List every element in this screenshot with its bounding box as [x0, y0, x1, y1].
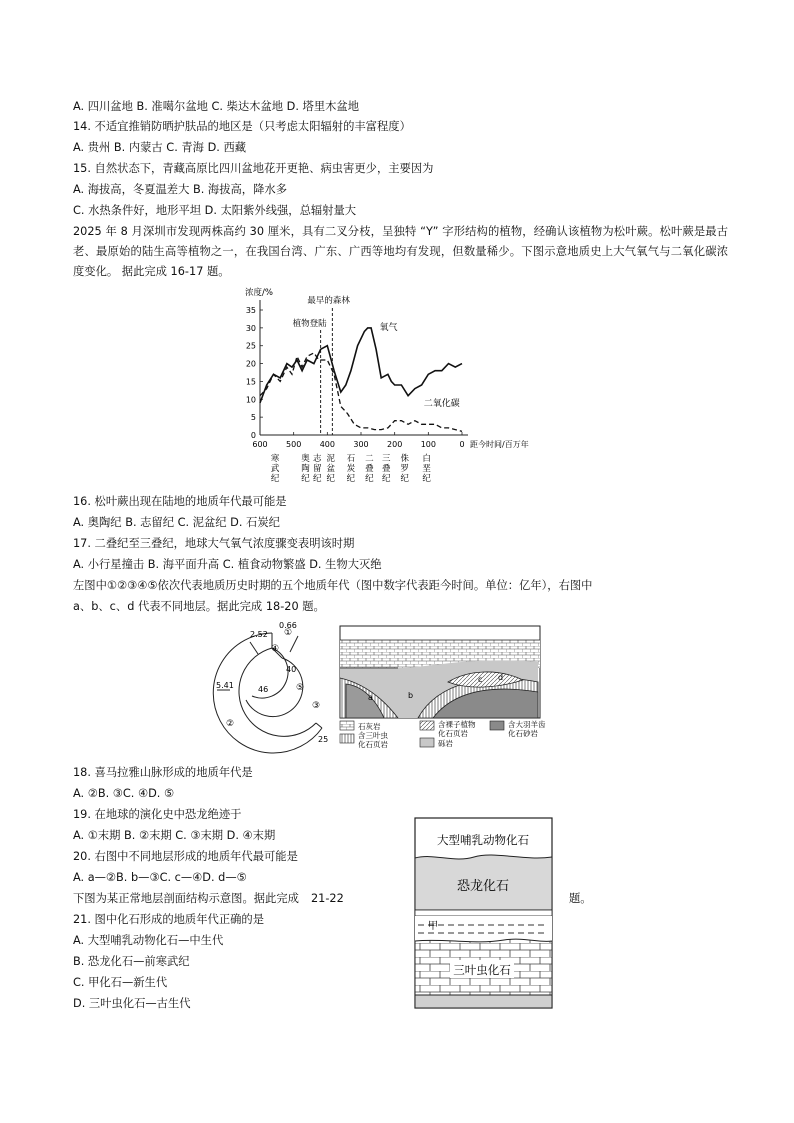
spiral-label-40: 40: [286, 665, 297, 674]
q20-options: A. a—②B. b—③C. c—④D. d—⑤: [73, 871, 247, 884]
legend-trilo-2: 化石页岩: [358, 740, 388, 749]
intro-21-22-number: 21-22: [310, 892, 344, 905]
q21-option-b: B. 恐龙化石—前寒武纪: [73, 955, 190, 968]
y-tick-label: 10: [245, 395, 256, 405]
intro-18-20-line1: 左图中①②③④⑤依次代表地质历史时期的五个地质年代（图中数字代表距今时间。单位：亿年），右图中: [73, 579, 593, 592]
spiral-era-5: ⑤: [296, 683, 305, 693]
x-tick-label: 300: [353, 440, 369, 449]
period-label: 三叠纪: [381, 454, 391, 484]
intro-21-22: [73, 891, 344, 907]
legend-gymno-2: 化石页岩: [438, 729, 468, 738]
legend-ram-swatch: [490, 721, 504, 730]
co2-line: [260, 353, 462, 432]
q13-options: A. 四川盆地 B. 准噶尔盆地 C. 柴达木盆地 D. 塔里木盆地: [73, 100, 360, 113]
period-label: 白垩纪: [422, 454, 431, 484]
period-label: 二叠纪: [365, 454, 374, 484]
y-tick-label: 35: [245, 306, 256, 315]
q14-options: A. 贵州 B. 内蒙古 C. 青海 D. 西藏: [73, 141, 247, 154]
q15-options-1: A. 海拔高，冬夏温差大 B. 海拔高，降水多: [73, 183, 287, 196]
oxygen-line: [260, 328, 462, 403]
x-tick-label: 600: [252, 440, 268, 449]
spiral-label-541: 5.41: [216, 681, 234, 690]
period-label: 奥陶纪: [301, 454, 310, 484]
y-tick-label: 20: [245, 359, 256, 369]
spiral-label-25: 25: [318, 735, 329, 744]
y-tick-label: 0: [250, 431, 256, 440]
q14-stem: 14. 不适宜推销防晒护肤品的地区是（只考虑太阳辐射的丰富程度）: [73, 120, 411, 133]
q21-option-a: A. 大型哺乳动物化石—中生代: [73, 934, 224, 947]
spiral-era-2: ②: [226, 719, 235, 729]
q21-option-d: D. 三叶虫化石—古生代: [73, 997, 191, 1010]
q17-stem: 17. 二叠纪至三叠纪，地球大气氧气浓度骤变表明该时期: [73, 537, 355, 550]
x-tick-label: 200: [387, 440, 403, 449]
legend-gymno-swatch: [420, 721, 434, 730]
passage-16-17: 2025 年 8 月深圳市发现两株高约 30 厘米，具有二叉分枝，呈独特 “Y” 字形结构的植物，经确认该植物为松叶蕨。松叶蕨是最古老、最原始的陆生高等植物之一，在我国台湾、广东、广西等地均有发现，但数量稀少。下图示意地质史上大气氧气与二氧化碳浓度变化。 据此完成 16-17 题。: [73, 225, 728, 278]
q18-stem: 18. 喜马拉雅山脉形成的地质年代是: [73, 766, 253, 779]
oxygen-label: 氧气: [379, 322, 398, 333]
intro-18-20-line2: a、b、c、d 代表不同地层。据此完成 18-20 题。: [73, 600, 325, 613]
spiral-era-3: ③: [312, 701, 321, 711]
period-label: 寒武纪: [270, 454, 280, 484]
spiral-label-066: 0.66: [279, 621, 297, 630]
gas-concentration-chart: [240, 285, 560, 490]
x-tick-label: 400: [319, 440, 335, 449]
q16-options: A. 奥陶纪 B. 志留纪 C. 泥盆纪 D. 石炭纪: [73, 516, 280, 529]
legend-conglomerate-swatch: [420, 738, 434, 747]
geologic-time-spiral: [212, 618, 337, 758]
period-label: 石炭纪: [346, 454, 356, 484]
section-dinosaur-fossil: 恐龙化石: [456, 879, 510, 894]
intro-21-22-tail: 题。: [569, 892, 592, 905]
normal-strata-section: [414, 817, 554, 1011]
spiral-label-46: 46: [258, 685, 269, 694]
section-jia-fossil: 甲: [428, 921, 438, 932]
y-tick-label: 25: [245, 341, 256, 351]
x-axis-label: 距今时间/百万年: [470, 440, 529, 449]
q15-stem: 15. 自然状态下，青藏高原比四川盆地花开更艳、病虫害更少，主要因为: [73, 162, 434, 175]
intro-21-22-text: 下图为某正常地层剖面结构示意图。据此完成: [73, 892, 299, 905]
y-axis-label: 浓度/%: [245, 288, 273, 298]
period-label: 侏罗纪: [400, 454, 410, 484]
q19-stem: 19. 在地球的演化史中恐龙绝迹于: [73, 808, 242, 821]
spiral-era-1: ①: [284, 628, 293, 638]
legend-ram-2: 化石砂岩: [508, 729, 538, 738]
legend-trilo-swatch: [340, 734, 354, 743]
y-tick-label: 15: [245, 377, 256, 387]
period-label: 泥盆纪: [326, 454, 335, 484]
x-tick-label: 0: [459, 440, 465, 449]
q20-stem: 20. 右图中不同地层形成的地质年代最可能是: [73, 850, 298, 863]
q19-options: A. ①末期 B. ②末期 C. ③末期 D. ④末期: [73, 829, 276, 842]
y-tick-label: 5: [250, 413, 256, 423]
section-mammal-fossil: 大型哺乳动物化石: [437, 833, 529, 847]
legend-limestone: 石灰岩: [358, 722, 381, 731]
q15-options-2: C. 水热条件好，地形平坦 D. 太阳紫外线强，总辐射量大: [73, 204, 357, 217]
x-tick-label: 500: [286, 440, 302, 449]
strata-cross-section: [338, 622, 548, 752]
legend-trilo-1: 含三叶虫: [358, 731, 388, 740]
spiral-era-4: ④: [271, 644, 280, 654]
y-tick-label: 30: [245, 323, 256, 333]
legend-ram-1: 含大羽羊齿: [508, 720, 546, 729]
spiral-inner-band: [239, 648, 316, 736]
q21-option-c: C. 甲化石—新生代: [73, 976, 168, 989]
annotation-earliest-forest: 最早的森林: [307, 296, 350, 306]
co2-label: 二氧化碳: [423, 398, 460, 409]
x-tick-label: 100: [420, 440, 436, 449]
strata-label-b: b: [408, 691, 414, 700]
strata-label-d: d: [498, 673, 504, 682]
legend-conglomerate: 砾岩: [438, 739, 453, 748]
q18-options: A. ②B. ③C. ④D. ⑤: [73, 787, 175, 800]
strata-label-a: a: [368, 693, 373, 702]
strata-label-c: c: [478, 675, 483, 684]
q16-stem: 16. 松叶蕨出现在陆地的地质年代最可能是: [73, 495, 287, 508]
spiral-label-252: 2.52: [250, 630, 268, 639]
q21-stem: 21. 图中化石形成的地质年代正确的是: [73, 913, 265, 926]
annotation-plants-landing: 植物登陆: [292, 319, 327, 329]
q17-options: A. 小行星撞击 B. 海平面升高 C. 植食动物繁盛 D. 生物大灭绝: [73, 558, 382, 571]
section-trilobite-fossil: 三叶虫化石: [453, 963, 511, 977]
legend-gymno-1: 含裸子植物: [438, 720, 476, 729]
legend-limestone-swatch: [340, 721, 354, 730]
period-label: 志留纪: [312, 454, 322, 484]
